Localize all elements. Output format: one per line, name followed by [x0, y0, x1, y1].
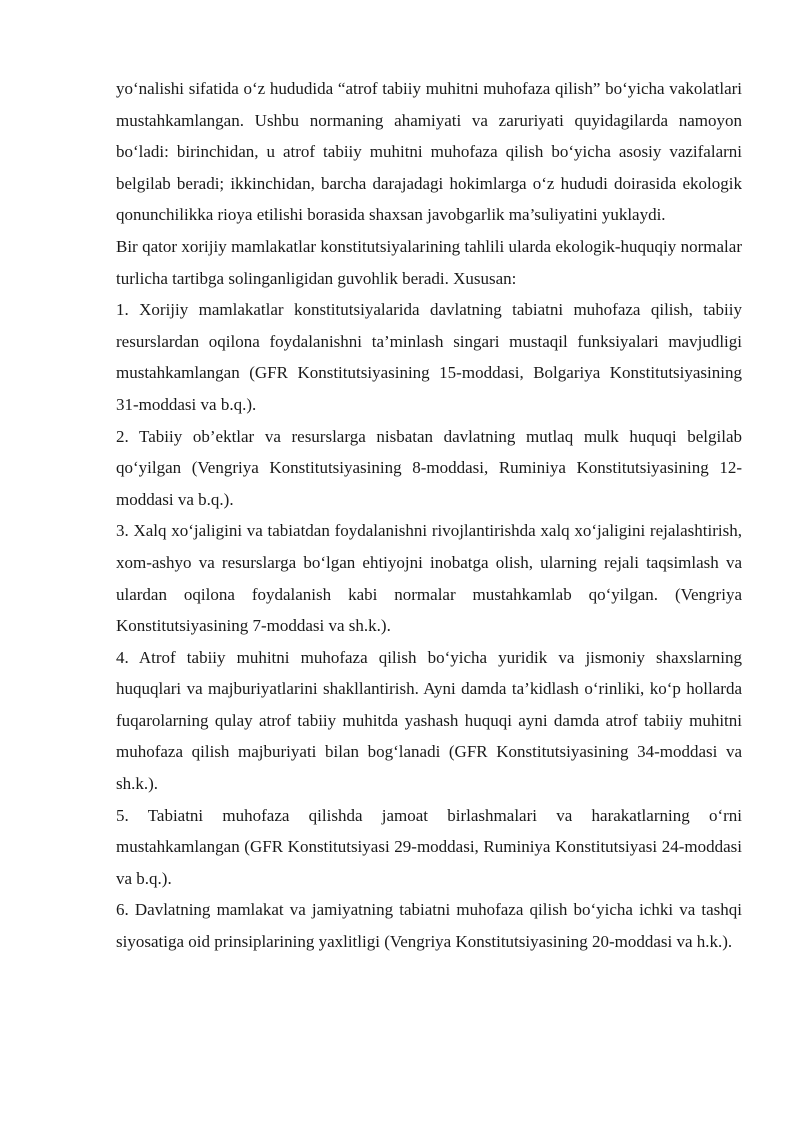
- list-item-1: 1. Xorijiy mamlakatlar konstitutsiyalarida davlatning tabiatni muhofaza qilish, tabiiy resurslardan oqilona foydalanishni ta’minlash singari mustaqil funksiyalari mavjudligi mustahkamlangan (GFR Konstitutsiyasining 15-moddasi, Bolgariya Konstitutsiyasining 31-moddasi va b.q.).: [116, 300, 742, 414]
- list-item-2: 2. Tabiiy ob’ektlar va resurslarga nisbatan davlatning mutlaq mulk huquqi belgilab qo‘yilgan (Vengriya Konstitutsiyasining 8-moddasi, Ruminiya Konstitutsiyasining 12-moddasi va b.q.).: [116, 426, 742, 509]
- document-page: [116, 73, 742, 958]
- list-item-4: 4. Atrof tabiiy muhitni muhofaza qilish bo‘yicha yuridik va jismoniy shaxslarning huquqlari va majburiyatlarini shakllantirish. Ayni damda ta’kidlash o‘rinliki, ko‘p hollarda fuqarolarning qulay atrof tabiiy muhitda yashash huquqi ayni damda atrof tabiiy muhitni muhofaza qilish majburiyati bilan bog‘lanadi (GFR Konstitutsiyasining 34-moddasi va sh.k.).: [116, 647, 742, 794]
- list-item-6: 6. Davlatning mamlakat va jamiyatning tabiatni muhofaza qilish bo‘yicha ichki va tashqi siyosatiga oid prinsiplarining yaxlitligi (Vengriya Konstitutsiyasining 20-moddasi va h.k.).: [116, 900, 742, 952]
- paragraph-continuation: yo‘nalishi sifatida o‘z hududida “atrof tabiiy muhitni muhofaza qilish” bo‘yicha vakolatlari mustahkamlangan. Ushbu normaning ahamiyati va zaruriyati quyidagilarda namoyon bo‘ladi: birinchidan, u atrof tabiiy muhitni muhofaza qilish bo‘yicha asosiy vazifalarni belgilab beradi; ikkinchidan, barcha darajadagi hokimlarga o‘z hududi doirasida ekologik qonunchilikka rioya etilishi borasida shaxsan javobgarlik ma’suliyatini yuklaydi.: [116, 79, 742, 225]
- list-item-3: 3. Xalq xo‘jaligini va tabiatdan foydalanishni rivojlantirishda xalq xo‘jaligini rejalashtirish, xom-ashyo va resurslarga bo‘lgan ehtiyojni inobatga olish, ularning rejali taqsimlash va ulardan oqilona foydalanish kabi normalar mustahkamlab qo‘yilgan. (Vengriya Konstitutsiyasining 7-moddasi va sh.k.).: [116, 521, 742, 636]
- list-item-5: 5. Tabiatni muhofaza qilishda jamoat birlashmalari va harakatlarning o‘rni mustahkamlangan (GFR Konstitutsiyasi 29-moddasi, Ruminiya Konstitutsiyasi 24-moddasi va b.q.).: [116, 805, 742, 888]
- paragraph-intro: Bir qator xorijiy mamlakatlar konstitutsiyalarining tahlili ularda ekologik-huquqiy normalar turlicha tartibga solinganligidan guvohlik beradi. Xususan:: [116, 236, 742, 288]
